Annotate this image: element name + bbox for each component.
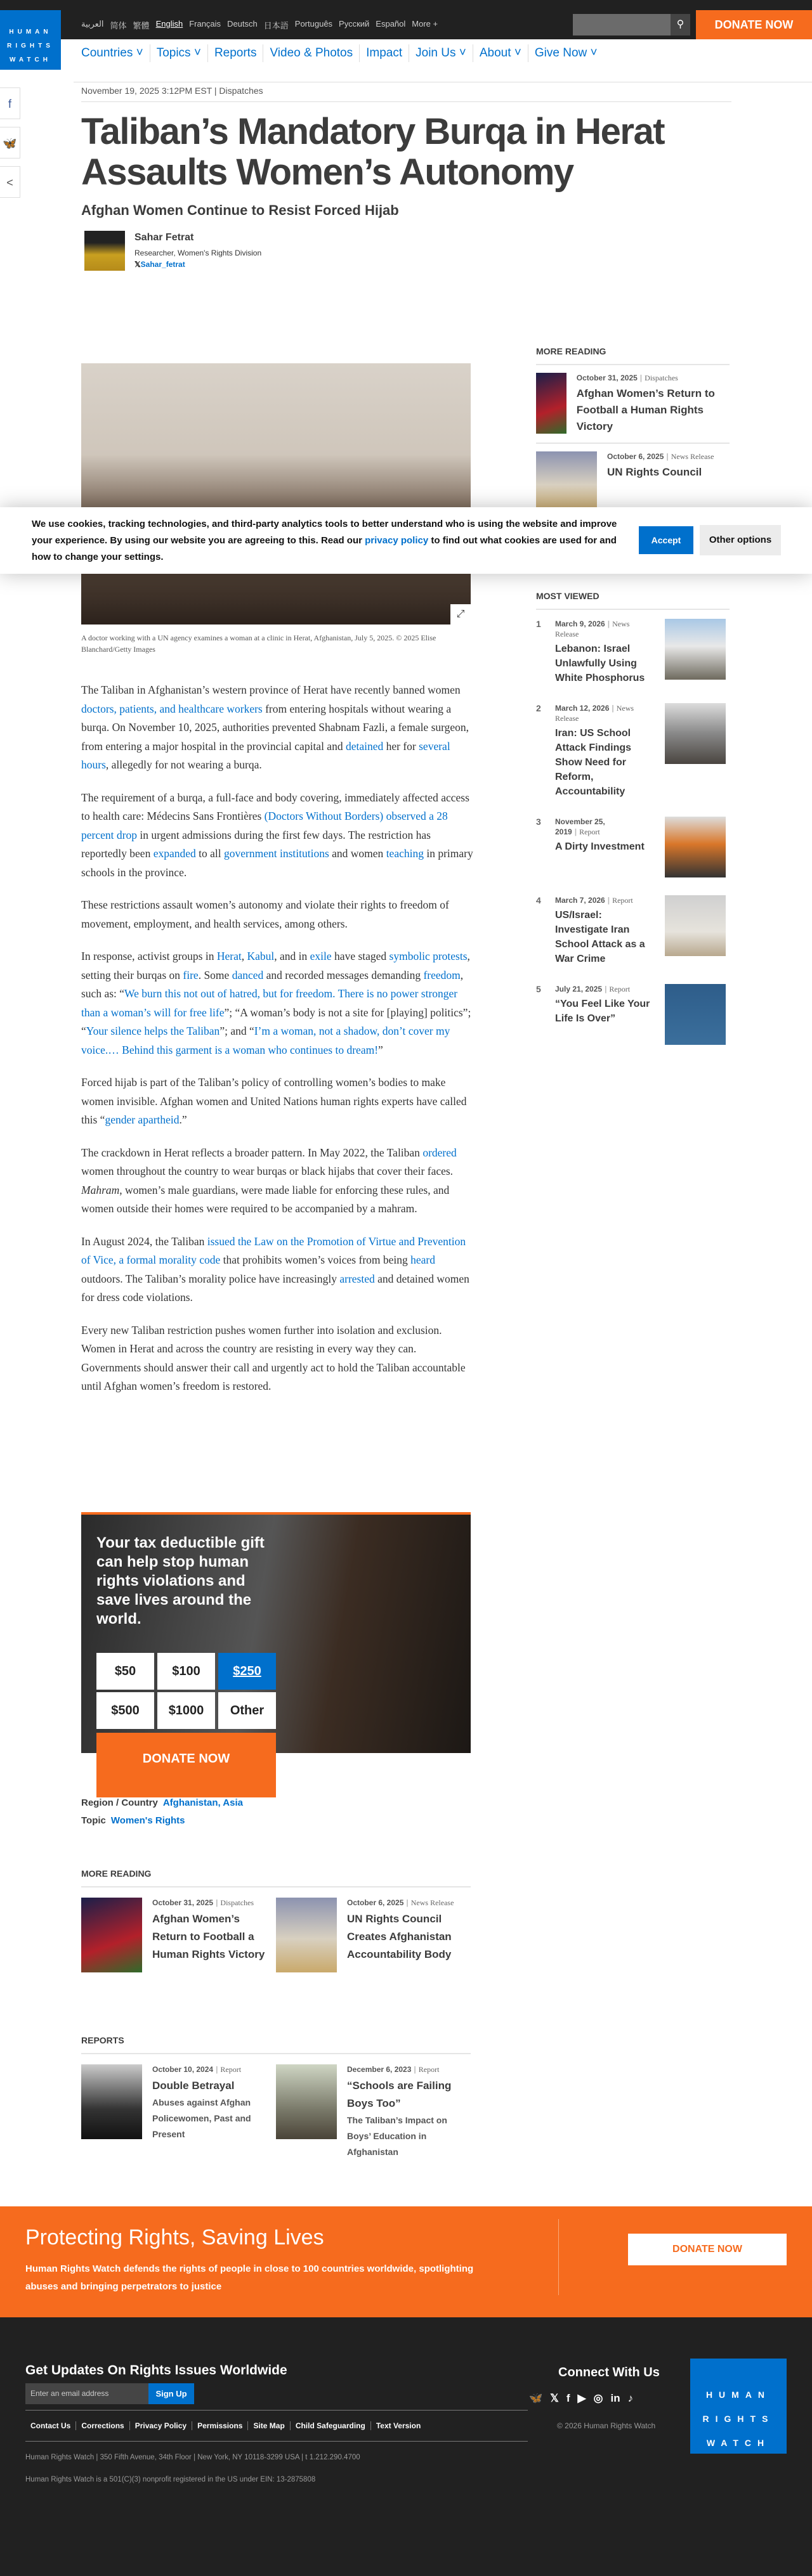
inline-link[interactable]: several hours xyxy=(81,739,450,771)
section-title: MOST VIEWED xyxy=(536,591,730,610)
list-item[interactable] xyxy=(81,2064,276,2160)
item-date: October 10, 2024 xyxy=(152,2065,214,2074)
instagram-icon[interactable]: ◎ xyxy=(593,2392,603,2404)
list-item[interactable] xyxy=(536,975,730,1054)
language-link[interactable]: Français xyxy=(189,19,221,29)
section-title: REPORTS xyxy=(81,2035,471,2054)
text-span: Mahram xyxy=(81,1183,120,1196)
item-text xyxy=(152,2064,276,2160)
article-paragraph xyxy=(81,681,475,775)
author-info xyxy=(134,231,261,271)
logo-line: HUMAN xyxy=(9,29,52,36)
item-meta xyxy=(555,984,650,994)
inline-link[interactable]: freedom xyxy=(423,968,461,981)
tag-label: Region / Country xyxy=(81,1797,158,1808)
item-type: Report xyxy=(579,827,600,836)
item-meta xyxy=(152,1898,276,1908)
item-title[interactable]: US/Israel: Investigate Iran School Attack as a War Crime xyxy=(555,910,645,964)
item-type: Report xyxy=(612,896,633,905)
item-type: Dispatches xyxy=(220,1898,254,1907)
item-text xyxy=(555,619,650,685)
item-type: News Release xyxy=(555,704,634,723)
topic-link[interactable]: Women's Rights xyxy=(110,1815,185,1826)
item-text xyxy=(607,451,714,512)
text-span: in urgent admissions during the first few days. The restriction has reportedly been xyxy=(81,828,431,860)
logo-line: WATCH xyxy=(706,2438,771,2448)
item-title[interactable]: “You Feel Like Your Life Is Over” xyxy=(555,999,650,1024)
text-span: In response, activist groups in xyxy=(81,950,217,962)
item-meta xyxy=(607,451,714,462)
text-span: ”; and “ xyxy=(219,1025,254,1037)
language-link[interactable]: More + xyxy=(412,19,438,29)
list-item[interactable] xyxy=(276,2064,471,2160)
text-span: ” xyxy=(378,1043,383,1056)
text-span: The crackdown in Herat reflects a broader pattern. In May 2022, the Taliban xyxy=(81,1146,423,1159)
article-header xyxy=(81,112,731,271)
cookie-text-part: We use cookies, tracking technologies, and third-party analytics tools to better understand who is using the website and improve your experience. By using our website you are agreeing to this. Read our xyxy=(32,519,617,546)
divider xyxy=(558,2219,559,2295)
article-paragraph xyxy=(81,1233,475,1307)
list-item[interactable] xyxy=(536,610,730,694)
item-date: October 6, 2025 xyxy=(607,452,664,461)
expand-icon[interactable]: ⤢ xyxy=(450,604,471,625)
connect-title: Connect With Us xyxy=(558,2366,660,2379)
other-options-button[interactable]: Other options xyxy=(700,525,781,555)
main-nav xyxy=(81,44,604,62)
section-title: MORE READING xyxy=(536,346,730,365)
linkedin-icon[interactable]: in xyxy=(610,2392,620,2404)
donate-now-button[interactable]: DONATE NOW xyxy=(696,10,812,39)
region-link[interactable]: Afghanistan, Asia xyxy=(162,1797,243,1808)
divider xyxy=(25,2441,528,2442)
text-span: The requirement of a burqa, a full-face and body covering, immediately affected access to health care: Médecins Sans Frontières xyxy=(81,791,469,822)
footer-link[interactable]: Contact Us xyxy=(30,2421,76,2430)
inline-link[interactable]: exile xyxy=(310,950,332,962)
nav-item[interactable]: Give Now ˅ xyxy=(534,46,598,60)
item-thumbnail[interactable] xyxy=(81,2064,142,2139)
item-rank: 4 xyxy=(536,895,541,905)
logo-line: WATCH xyxy=(10,56,51,63)
copyright: © 2026 Human Rights Watch xyxy=(557,2421,656,2430)
nav-item[interactable]: Impact xyxy=(360,44,409,62)
banner-title: Protecting Rights, Saving Lives xyxy=(25,2225,324,2249)
item-text xyxy=(347,2064,471,2160)
item-title[interactable]: Lebanon: Israel Unlawfully Using White Phosphorus xyxy=(555,644,645,683)
item-thumbnail[interactable] xyxy=(276,1898,337,1972)
item-thumbnail[interactable] xyxy=(665,895,726,956)
hero-image xyxy=(81,363,471,625)
article-tags xyxy=(81,1794,243,1830)
language-link[interactable]: Português xyxy=(294,19,333,29)
item-title[interactable]: A Dirty Investment xyxy=(555,841,645,852)
meta-separator: | xyxy=(216,1898,218,1907)
item-meta xyxy=(577,373,730,383)
item-text xyxy=(555,895,650,966)
item-date: March 9, 2026 xyxy=(555,619,605,628)
article-paragraph xyxy=(81,1073,475,1130)
text-span: Every new Taliban restriction pushes women further into isolation and exclusion. Women in Herat and across the country are resisting in every way they can. Governments should answer their call and urgently act to hold the Taliban accountable until Afghan women’s freedom is restored. xyxy=(81,1323,466,1392)
nav-item[interactable]: Join Us ˅ xyxy=(409,44,473,62)
meta-separator: | xyxy=(639,373,643,382)
text-span: have staged xyxy=(331,950,390,962)
item-title[interactable]: UN Rights Council xyxy=(607,466,702,478)
text-span: from entering hospitals without wearing a burqa. On November 10, 2025, authorities prevented Shabnam Fazli, a female surgeon, from entering a major hospital in the provincial capital and xyxy=(81,702,469,753)
footer-link[interactable]: Text Version xyxy=(376,2421,421,2430)
item-meta xyxy=(347,1898,471,1908)
item-text xyxy=(555,817,650,877)
inline-link[interactable]: danced xyxy=(232,968,264,981)
item-type: Report xyxy=(609,985,631,994)
item-type: News Release xyxy=(410,1898,454,1907)
article-paragraph xyxy=(81,1321,475,1396)
text-span: ”; “A woman’s body is not a site for [playing] politics”; “ xyxy=(81,1006,471,1037)
author-handle: Sahar_fetrat xyxy=(140,260,185,269)
item-meta xyxy=(555,895,650,905)
text-span: , xyxy=(241,950,247,962)
inline-link[interactable]: symbolic protests xyxy=(389,950,468,962)
email-input[interactable]: Enter an email address xyxy=(25,2383,148,2404)
text-span: that prohibits women’s voices from being xyxy=(220,1253,411,1266)
footer xyxy=(0,2317,812,2576)
meta-separator: | xyxy=(216,2065,218,2074)
text-span: , allegedly for not wearing a burqa. xyxy=(105,758,262,771)
item-text xyxy=(152,1898,276,1972)
text-span: These restrictions assault women’s autonomy and violate their rights to freedom of movement, employment, and health services, among others. xyxy=(81,898,449,930)
section-title: MORE READING xyxy=(81,1868,471,1887)
item-type: Dispatches xyxy=(645,373,678,382)
article-paragraph xyxy=(81,789,475,883)
inline-link[interactable]: fire xyxy=(183,968,199,981)
item-rank: 2 xyxy=(536,703,541,713)
sidebar-most-viewed xyxy=(536,591,730,1054)
inline-link[interactable]: I’m a woman, not a shadow, don’t cover my voice.… Behind this garment is a woman who continues to dream! xyxy=(81,1025,450,1056)
footer-link[interactable]: Child Safeguarding xyxy=(291,2421,371,2430)
nav-item[interactable]: Reports xyxy=(208,44,264,62)
facebook-share-icon[interactable]: f xyxy=(0,87,20,119)
text-span: In August 2024, the Taliban xyxy=(81,1234,207,1248)
language-link[interactable]: 日本語 xyxy=(263,21,289,30)
facebook-icon[interactable]: f xyxy=(566,2392,570,2404)
search-icon[interactable]: ⚲ xyxy=(671,14,690,36)
footer-link[interactable]: Permissions xyxy=(192,2421,248,2430)
inline-link[interactable]: Your silence helps the Taliban xyxy=(86,1025,220,1037)
inline-link[interactable]: gender apartheid xyxy=(105,1113,180,1126)
language-link[interactable]: Español xyxy=(376,19,406,29)
privacy-policy-link[interactable]: privacy policy xyxy=(365,535,429,546)
text-span: women throughout the country to wear burqas or black hijabs that cover their faces. xyxy=(81,1165,454,1177)
divider xyxy=(81,101,731,102)
footer-logo[interactable] xyxy=(690,2359,787,2454)
inline-link[interactable]: doctors, patients, and healthcare workers xyxy=(81,702,263,715)
text-span: to all xyxy=(195,847,224,860)
sidebar-more-reading xyxy=(536,346,730,521)
text-span: .” xyxy=(179,1113,187,1126)
tag-label: Topic xyxy=(81,1815,106,1826)
text-span: . Some xyxy=(198,968,232,981)
item-description: The Taliban’s Impact on Boys’ Education in Afghanistan xyxy=(347,2115,447,2157)
item-title[interactable]: UN Rights Council Creates Afghanistan Accountability Body xyxy=(347,1913,452,1960)
list-item[interactable] xyxy=(81,1898,276,1972)
youtube-icon[interactable]: ▶ xyxy=(577,2392,586,2404)
item-type: Report xyxy=(220,2065,242,2074)
item-date: October 31, 2025 xyxy=(152,1898,214,1907)
article-body xyxy=(81,681,475,1410)
text-span: and recorded messages demanding xyxy=(263,968,424,981)
meta-separator: | xyxy=(607,619,610,628)
amount-option[interactable]: $100 xyxy=(157,1653,215,1690)
banner-text: Human Rights Watch defends the rights of people in close to 100 countries worldwide, spotlighting abuses and bringing perpetrators to justice xyxy=(25,2263,474,2292)
divider xyxy=(25,2410,528,2411)
item-thumbnail[interactable] xyxy=(665,817,726,877)
nav-item[interactable]: Countries ˅ xyxy=(81,44,150,62)
item-text xyxy=(577,373,730,435)
list-item[interactable] xyxy=(536,694,730,808)
meta-separator: | xyxy=(605,985,607,994)
item-meta xyxy=(555,619,650,639)
footer-links xyxy=(30,2421,426,2430)
item-meta xyxy=(555,817,650,837)
list-item[interactable] xyxy=(276,1898,471,1972)
text-span: her for xyxy=(383,739,419,753)
newsletter-title: Get Updates On Rights Issues Worldwide xyxy=(25,2363,287,2378)
author-avatar[interactable] xyxy=(84,231,125,271)
list-item[interactable] xyxy=(536,365,730,444)
amount-option[interactable]: $50 xyxy=(96,1653,154,1690)
footer-link[interactable]: Corrections xyxy=(76,2421,129,2430)
text-span: , women’s male guardians, were made liable for enforcing these rules, and women outside their homes were required to be accompanied by a mahram. xyxy=(81,1183,450,1215)
text-span: in primary schools in the province. xyxy=(81,847,473,879)
meta-separator: | xyxy=(607,896,610,905)
item-text xyxy=(347,1898,471,1972)
cookie-text-part: to find out what cookies are used for and how to change your settings. xyxy=(32,535,617,562)
item-title[interactable]: Double Betrayal xyxy=(152,2080,235,2092)
amount-option[interactable]: Other xyxy=(218,1692,276,1729)
item-thumbnail[interactable] xyxy=(276,2064,337,2139)
bluesky-icon[interactable]: 🦋 xyxy=(529,2392,543,2404)
item-date: March 7, 2026 xyxy=(555,896,605,905)
logo-line: HUMAN xyxy=(705,2390,771,2400)
reports-section xyxy=(81,2035,471,2160)
donate-now-button[interactable]: DONATE NOW xyxy=(96,1733,276,1797)
meta-separator: | xyxy=(414,2065,416,2074)
text-span: Forced hijab is part of the Taliban’s policy of controlling women’s bodies to make women invisible. Afghan women and United Nations human rights experts have called this “ xyxy=(81,1076,467,1126)
item-meta xyxy=(555,703,650,723)
bluesky-share-icon[interactable]: 🦋 xyxy=(0,127,20,159)
inline-link[interactable]: arrested xyxy=(339,1272,375,1285)
language-link[interactable]: Русский xyxy=(339,19,370,29)
ein-notice: Human Rights Watch is a 501(C)(3) nonprofit registered in the US under EIN: 13-2875808 xyxy=(25,2476,316,2483)
item-title[interactable]: Afghan Women’s Return to Football a Human Rights Victory xyxy=(576,387,715,432)
donation-text: Your tax deductible gift can help stop human rights violations and save lives around the world. xyxy=(96,1534,265,1628)
item-title[interactable]: Iran: US School Attack Findings Show Need for Reform, Accountability xyxy=(555,728,632,797)
text-span: , such as: “ xyxy=(81,968,464,1000)
cookie-banner xyxy=(0,507,812,574)
footer-link[interactable]: Privacy Policy xyxy=(130,2421,192,2430)
tiktok-icon[interactable]: ♪ xyxy=(627,2392,634,2404)
item-date: October 6, 2025 xyxy=(347,1898,404,1907)
inline-link[interactable]: (Doctors Without Borders) observed a 28 percent drop xyxy=(81,810,448,841)
x-icon[interactable]: 𝕏 xyxy=(550,2392,559,2404)
inline-link[interactable]: issued the Law on the Promotion of Virtue and Prevention of Vice, a formal morality code xyxy=(81,1234,466,1266)
inline-link[interactable]: detained xyxy=(345,739,384,753)
item-text xyxy=(555,984,650,1045)
language-switcher xyxy=(81,19,438,31)
x-icon: 𝕏 xyxy=(134,260,141,269)
donate-banner xyxy=(0,2206,812,2317)
nav-item[interactable]: About ˅ xyxy=(473,44,528,62)
text-span: and women xyxy=(329,847,386,860)
item-thumbnail[interactable] xyxy=(665,619,726,680)
item-type: Report xyxy=(418,2065,440,2074)
item-date: July 21, 2025 xyxy=(555,985,603,994)
logo-line: RIGHTS xyxy=(702,2414,775,2424)
banner-donate-button[interactable]: DONATE NOW xyxy=(628,2234,787,2265)
inline-link[interactable]: expanded xyxy=(153,847,196,860)
inline-link[interactable]: teaching xyxy=(386,847,424,860)
hrw-logo[interactable] xyxy=(0,10,61,70)
nav-item[interactable]: Topics ˅ xyxy=(150,44,208,62)
social-links xyxy=(529,2392,633,2405)
inline-link[interactable]: We burn this not out of hatred, but for freedom. There is no power stronger than a woman’s will for free life xyxy=(81,987,458,1019)
inline-link[interactable]: Kabul xyxy=(247,950,275,962)
donation-widget xyxy=(81,1512,471,1766)
amount-option[interactable]: $500 xyxy=(96,1692,154,1729)
item-title[interactable]: Afghan Women’s Return to Football a Human Rights Victory xyxy=(152,1913,265,1960)
item-date: December 6, 2023 xyxy=(347,2065,412,2074)
sign-up-button[interactable]: Sign Up xyxy=(148,2383,194,2404)
item-rank: 1 xyxy=(536,619,541,629)
article-paragraph xyxy=(81,947,475,1059)
item-date: March 12, 2026 xyxy=(555,704,610,713)
text-span: outdoors. The Taliban’s morality police have increasingly xyxy=(81,1272,340,1285)
list-item[interactable] xyxy=(536,808,730,886)
inline-link[interactable]: ordered xyxy=(422,1146,457,1159)
meta-separator: | xyxy=(406,1898,409,1907)
text-span: , setting their burqas on xyxy=(81,950,470,981)
meta-separator: | xyxy=(574,827,577,836)
page-title: Taliban’s Mandatory Burqa in Herat Assaults Women’s Autonomy xyxy=(81,111,665,193)
item-rank: 5 xyxy=(536,984,541,994)
author-role: Researcher, Women's Rights Division xyxy=(134,249,262,257)
footer-link[interactable]: Site Map xyxy=(248,2421,290,2430)
more-reading-section xyxy=(81,1868,471,1972)
item-text xyxy=(555,703,650,799)
item-thumbnail[interactable] xyxy=(81,1898,142,1972)
cookie-text xyxy=(32,516,628,566)
nav-item[interactable]: Video & Photos xyxy=(263,44,360,62)
item-thumbnail[interactable] xyxy=(665,703,726,764)
article-paragraph xyxy=(81,896,475,933)
article-dateline: November 19, 2025 3:12PM EST | Dispatches xyxy=(81,86,263,96)
image-caption: A doctor working with a UN agency examines a woman at a clinic in Herat, Afghanistan, July 5, 2025. © 2025 Elise Blanchard/Getty Images xyxy=(81,633,436,654)
text-span: and detained women for dress code violations. xyxy=(81,1272,469,1304)
item-type: News Release xyxy=(671,452,714,461)
search-input[interactable] xyxy=(573,14,672,36)
item-date: October 31, 2025 xyxy=(576,373,638,382)
language-link[interactable]: 简体 xyxy=(110,21,127,30)
language-link[interactable]: العربية xyxy=(81,19,104,29)
amount-option[interactable]: $250 xyxy=(218,1653,276,1690)
item-thumbnail[interactable] xyxy=(665,984,726,1045)
item-thumbnail[interactable] xyxy=(536,373,566,434)
language-link[interactable]: English xyxy=(155,19,183,29)
logo-line: RIGHTS xyxy=(7,42,54,49)
amount-option[interactable]: $1000 xyxy=(157,1692,215,1729)
article-subtitle: Afghan Women Continue to Resist Forced Hijab xyxy=(81,202,399,218)
item-date: November 25, 2019 xyxy=(555,817,605,836)
inline-link[interactable]: government institutions xyxy=(224,847,329,860)
text-span: , and in xyxy=(274,950,310,962)
item-type: News Release xyxy=(555,619,630,638)
item-meta xyxy=(152,2064,276,2074)
list-item[interactable] xyxy=(536,886,730,975)
accept-cookies-button[interactable]: Accept xyxy=(639,526,693,554)
inline-link[interactable]: Herat xyxy=(216,950,242,962)
author-name[interactable]: Sahar Fetrat xyxy=(134,232,194,243)
item-meta xyxy=(347,2064,471,2074)
meta-separator: | xyxy=(666,452,669,461)
inline-link[interactable]: heard xyxy=(410,1253,436,1266)
text-span: The Taliban in Afghanistan’s western province of Herat have recently banned women xyxy=(81,683,461,696)
meta-separator: | xyxy=(612,704,614,713)
share-icon[interactable]: < xyxy=(0,166,20,198)
item-rank: 3 xyxy=(536,817,541,827)
item-thumbnail[interactable] xyxy=(536,451,597,512)
author-block xyxy=(81,231,731,271)
item-description: Abuses against Afghan Policewomen, Past and Present xyxy=(152,2097,251,2139)
language-link[interactable]: 繁體 xyxy=(133,21,150,30)
author-x-link[interactable] xyxy=(134,259,261,270)
article-paragraph xyxy=(81,1144,475,1219)
language-link[interactable]: Deutsch xyxy=(227,19,258,29)
item-title[interactable]: “Schools are Failing Boys Too” xyxy=(347,2080,452,2109)
address: Human Rights Watch | 350 Fifth Avenue, 34th Floor | New York, NY 10118-3299 USA | t 1.212.290.4700 xyxy=(25,2454,360,2461)
